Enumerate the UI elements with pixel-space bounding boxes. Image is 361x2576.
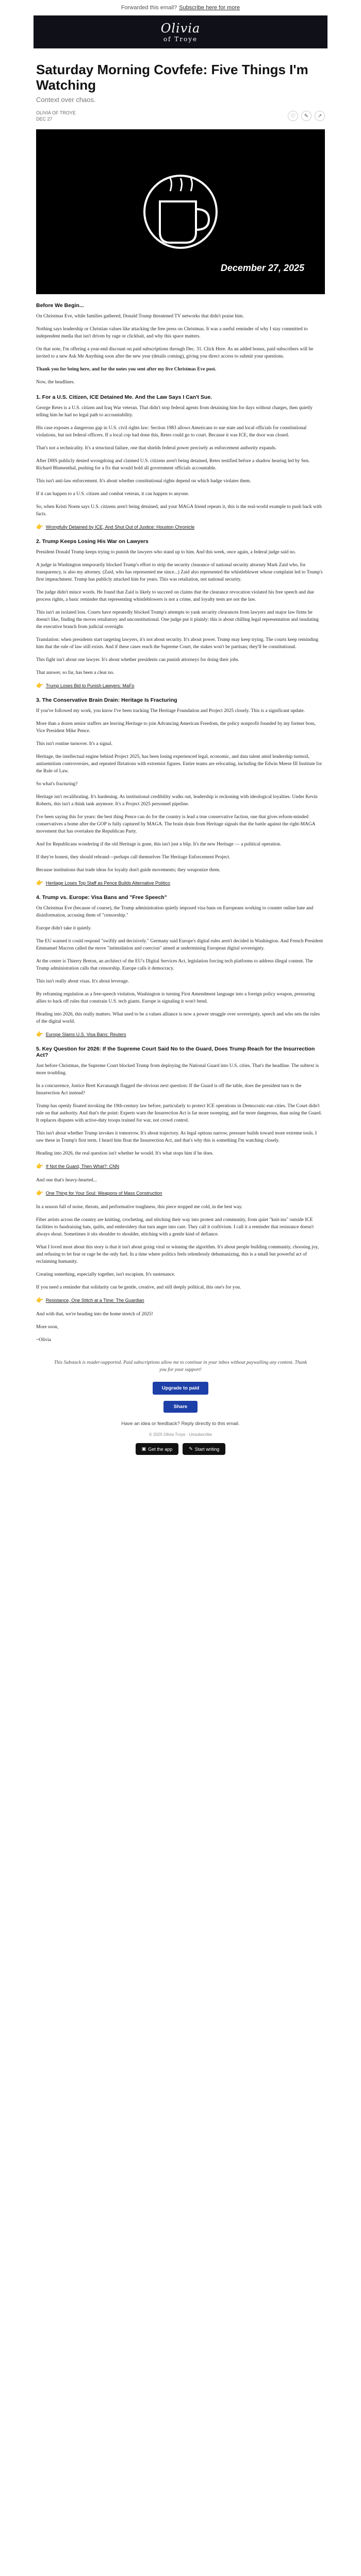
paragraph: If they're honest, they should rebrand—perhaps call themselves The Heritage Enforcement Project. xyxy=(36,855,231,860)
paragraph: On Christmas Eve (because of course), the Trump administration quietly imposed visa bans on Europeans working to counter online hate and disinformation, accusing them of "censorship." xyxy=(36,906,314,918)
paragraph: This isn't anti-law enforcement. It's about whether constitutional rights depend on which badge violates them. xyxy=(36,479,251,484)
pointing-hand-icon: 👉 xyxy=(36,524,43,530)
paragraph: In a season full of noise, threats, and performative toughness, this piece stopped me cold, in the best way. xyxy=(36,1205,243,1210)
paragraph: In a concurrence, Justice Brett Kavanaugh flagged the obvious next question: If the Guard is off the table, does the president turn to the Insurrection Act instead? xyxy=(36,1083,302,1096)
source-link-text[interactable]: Resistance, One Stitch at a Time: The Guardian xyxy=(45,1297,144,1303)
paragraph: This isn't about whether Trump invokes it tomorrow. It's about trajectory. As legal options narrow, pressure builds toward more extreme tools. I saw these in Trump's first term. I heard him float the Insurrection Act, and that's why this is something I'm watching closely. xyxy=(36,1131,317,1143)
share-icon[interactable]: ↗ xyxy=(315,111,325,121)
post-date: DEC 27 xyxy=(36,116,53,122)
publication-banner[interactable] xyxy=(34,15,327,48)
source-link[interactable] xyxy=(36,1190,325,1196)
paragraph: So, when Kristi Noem says U.S. citizens aren't being detained, and your MAGA friend repeats it, this is the real-world example to push back with facts. xyxy=(36,504,322,517)
reader-support-note: This Substack is reader-supported. Paid subscriptions allow me to continue in your inbox without paywalling any content. Thank you for your support! xyxy=(54,1360,307,1372)
paragraph: Trump has openly floated invoking the 19th-century law before, particularly to protect ICE operations in Democratic-run cities. The Court didn't rule on that authority. And that's the point: Experts warn the Insurrection Act is far more sweeping, and far more dangerous, than using the Guard. It replaces disputes with active-duty troops trained for war, not crowd control. xyxy=(36,1104,322,1123)
paragraph: Heading into 2026, the real question isn't whether he would. It's what stops him if he does. xyxy=(36,1151,214,1156)
upgrade-button[interactable]: Upgrade to paid xyxy=(153,1382,208,1395)
paragraph: This isn't really about visas. It's about leverage. xyxy=(36,979,129,984)
pointing-hand-icon: 👉 xyxy=(36,1163,43,1170)
source-link-text[interactable]: Europe Slams U.S. Visa Bans: Reuters xyxy=(45,1031,126,1037)
paragraph: President Donald Trump keeps trying to punish the lawyers who stand up to him. And this week, once again, a federal judge said no. xyxy=(36,550,296,555)
section-heading: 3. The Conservative Brain Drain: Heritage Is Fracturing xyxy=(36,697,177,703)
source-link[interactable] xyxy=(36,682,325,689)
feedback-line: Have an idea or feedback? Reply directly to this email. xyxy=(121,1421,240,1427)
paragraph: If you need a reminder that solidarity can be gentle, creative, and still deeply political, this one's for you. xyxy=(36,1285,241,1290)
paragraph: George Retes is a U.S. citizen and Iraq War veteran. That didn't stop federal agents from detaining him for days without charges, then quietly telling him he had no legal path to accountability. xyxy=(36,405,313,418)
paragraph: And one that's heavy-hearted... xyxy=(36,1178,97,1183)
paragraph: After DHS publicly denied wrongdoing and claimed U.S. citizens aren't being detained, Retes testified before a shadow hearing led by Sen. Richard Blumenthal, pushing for a fix that would hold all government officials accountable. xyxy=(36,459,310,471)
coffee-cup-illustration xyxy=(129,160,232,263)
paragraph: Fiber artists across the country are knitting, crocheting, and stitching their way into protest and community, from quiet "knit-ins" outside ICE facilities to fundraising hats, quilts, and embroidery that turn anger into care. They call it craftivism. I call it a reminder that resistance doesn't always shout. Sometimes it sits shoulder to shoulder, stitching with a gentle kind of defiance. xyxy=(36,1217,314,1237)
forward-bar xyxy=(0,0,361,15)
post-title[interactable]: Saturday Morning Covfefe: Five Things I'm Watching xyxy=(36,62,308,93)
pointing-hand-icon: 👉 xyxy=(36,1190,43,1196)
section-heading: 5. Key Question for 2026: If the Supreme Court Said No to the Guard, Does Trump Reach for the Insurrection Act? xyxy=(36,1046,315,1058)
publication-logo: Olivia of Troye xyxy=(160,21,201,43)
paragraph: Heritage, the intellectual engine behind Project 2025, has been losing experienced legal, economic, and data talent amid leadership turmoil, antisemitism controversies, and repeated flirtations with extremist figures. Entire teams are relocating, including the Edwin Meese III Institute for the Rule of Law. xyxy=(36,754,322,774)
pointing-hand-icon: 👉 xyxy=(36,1031,43,1038)
paragraph: His case exposes a dangerous gap in U.S. civil rights law: Section 1983 allows Americans to sue state and local officials for constitutional violations, but not federal officers. If a local cop had done this, Retes could go to court. Because it was ICE, the door was closed. xyxy=(36,426,307,438)
paragraph: So what's fracturing? xyxy=(36,782,78,787)
source-link[interactable] xyxy=(36,1297,325,1303)
paragraph: That's not a technicality. It's a structural failure, one that shields federal power precisely as enforcement authority expands. xyxy=(36,446,277,451)
paragraph: Translation: when presidents start targeting lawyers, it's not about security. It's about power. Trump may keep trying. The courts keep reminding him that the rule of law still exists. And if these cases reach the Supreme Court, the stakes won't be partisan; they'll be constitutional. xyxy=(36,637,319,650)
paragraph: Just before Christmas, the Supreme Court blocked Trump from deploying the National Guard into U.S. cities. That's the headline. The subtext is more troubling. xyxy=(36,1063,319,1076)
pointing-hand-icon: 👉 xyxy=(36,1297,43,1303)
start-writing-button[interactable]: ✎ Start writing xyxy=(183,1443,225,1455)
hero-date: December 27, 2025 xyxy=(220,263,304,273)
paragraph: Nothing says leadership or Christian values like attacking the free press on Christmas. It was a useful reminder of why I stay committed to independent media that isn't driven by rage or clickbait, and why this space matters. xyxy=(36,327,308,339)
paragraph: This isn't an isolated loss. Courts have repeatedly blocked Trump's attempts to yank security clearances from lawyers and major law firms he doesn't like, finding the moves retaliatory and unconstitutional. One judge put it plainly: this is about chilling legal representation and insulating the executive branch from judicial oversight. xyxy=(36,610,319,630)
paragraph: If you've followed my work, you know I've been tracking The Heritage Foundation and Project 2025 closely. This is a significant update. xyxy=(36,708,305,714)
paragraph: On Christmas Eve, while families gathered, Donald Trump threatened TV networks that didn't praise him. xyxy=(36,314,244,319)
forward-text: Forwarded this email? xyxy=(121,5,177,11)
footer-legal[interactable]: © 2025 Olivia Troye · Unsubscribe xyxy=(149,1432,212,1437)
paragraph: A judge in Washington temporarily blocked Trump's effort to strip the security clearance of national security attorney Mark Zaid who, for transparency, is also my attorney. (Zaid, who has represented me since...) Zaid also represented the whistleblower whose complaint led to Trump's first impeachment. Trump has publicly attacked him for years. This was retaliation, not national security. xyxy=(36,563,323,582)
source-link[interactable] xyxy=(36,523,325,530)
source-link-text[interactable]: If Not the Guard, Then What?: CNN xyxy=(45,1163,120,1169)
source-link[interactable] xyxy=(36,1031,325,1038)
app-icon: ▣ xyxy=(141,1446,146,1451)
section-heading: Before We Begin... xyxy=(36,302,84,309)
paragraph: The EU warned it could respond "swiftly and decisively." Germany said Europe's digital rules aren't decided in Washington. And French President Emmanuel Macron called the move "intimidation and coercion" aimed at undermining European digital sovereignty. xyxy=(36,939,323,951)
paragraph: More than a dozen senior staffers are leaving Heritage to join Advancing American Freedom, the policy nonprofit founded by my former boss, Vice President Mike Pence. xyxy=(36,721,316,734)
paragraph: Heading into 2026, this really matters. What used to be a values alliance is now a power struggle over sovereignty, speech and who sets the rules of the digital world. xyxy=(36,1012,320,1024)
paragraph: Because institutions that trade ideas for loyalty don't guide movements; they weaponize them. xyxy=(36,868,221,873)
paragraph: That answer, so far, has been a clear no. xyxy=(36,670,114,675)
author-name[interactable]: OLIVIA OF TROYE xyxy=(36,110,76,115)
comment-icon[interactable]: ✎ xyxy=(301,111,311,121)
section-heading: 1. For a U.S. Citizen, ICE Detained Me. And the Law Says I Can't Sue. xyxy=(36,394,212,400)
paragraph: This isn't routine turnover. It's a signal. xyxy=(36,741,113,747)
share-button[interactable]: Share xyxy=(163,1401,198,1413)
pointing-hand-icon: 👉 xyxy=(36,683,43,689)
section-heading: 2. Trump Keeps Losing His War on Lawyers xyxy=(36,538,149,545)
paragraph: ~Olivia xyxy=(36,1337,51,1343)
bold-paragraph: Thank you for being here, and for the notes you sent after my live Christmas Eve post. xyxy=(36,367,217,372)
paragraph: And for Republicans wondering if the old Heritage is gone, this isn't just a blip. It's the new Heritage — a political operation. xyxy=(36,842,282,847)
paragraph: More soon, xyxy=(36,1325,59,1330)
post-body xyxy=(36,302,325,1344)
paragraph: Europe didn't take it quietly. xyxy=(36,926,92,931)
source-link-text[interactable]: One Thing for Your Soul: Weapons of Mass Construction xyxy=(45,1190,162,1196)
paragraph: And with that, we're heading into the home stretch of 2025! xyxy=(36,1312,153,1317)
paragraph: By reframing regulation as a free-speech violation, Washington is turning First Amendment language into a foreign policy weapon, pressuring allies to back off rules that constrain U.S. tech giants. Europe is signaling it won't bend. xyxy=(36,992,315,1004)
pointing-hand-icon: 👉 xyxy=(36,880,43,886)
hero-image xyxy=(36,129,325,294)
like-icon[interactable]: ♡ xyxy=(288,111,298,121)
source-link-text[interactable]: Trump Loses Bid to Punish Lawyers: MaFo xyxy=(45,683,135,688)
source-link[interactable] xyxy=(36,1163,325,1170)
paragraph: What I loved most about this story is that it isn't about going viral or winning the algorithm. It's about people building community, choosing joy, and refusing to let fear or rage be the only fuel. In a time where politics feels relentlessly dehumanizing, this is a small but powerful act of reclaiming humanity. xyxy=(36,1245,319,1264)
subscribe-link[interactable]: Subscribe here for more xyxy=(179,5,240,11)
paragraph: I've been saying this for years: the best thing Pence can do for the country is lead a true conservative faction, one that gives reform-minded conservatives a home after the GOP is fully captured by MAGA. The brain drain from Heritage signals that the battle against the right-MAGA movement that has overtaken the Republican Party. xyxy=(36,815,316,834)
paragraph: Creating something, especially together, isn't escapism. It's sustenance. xyxy=(36,1272,175,1277)
source-link-text[interactable]: Heritage Loses Top Staff as Pence Builds Alternative Politico xyxy=(45,880,171,886)
post-subtitle: Context over chaos. xyxy=(36,96,96,104)
paragraph: If it can happen to a U.S. citizen and combat veteran, it can happen to anyone. xyxy=(36,492,189,497)
source-link[interactable] xyxy=(36,879,325,886)
pen-icon: ✎ xyxy=(189,1446,193,1451)
source-link-text[interactable]: Wrongfully Detained by ICE, And Shut Out of Justice: Houston Chronicle xyxy=(45,524,195,530)
section-heading: 4. Trump vs. Europe: Visa Bans and "Free Speech" xyxy=(36,894,167,901)
get-app-button[interactable]: ▣ Get the app xyxy=(136,1443,179,1455)
byline xyxy=(36,110,325,122)
paragraph: Now, the headlines. xyxy=(36,380,75,385)
paragraph: This fight isn't about one lawyer. It's about whether presidents can punish attorneys for doing their jobs. xyxy=(36,657,239,663)
paragraph: At the center is Thierry Breton, an architect of the EU's Digital Services Act, legislation forcing tech platforms to address illegal content. The Trump administration calls that censorship. Europe calls it democracy. xyxy=(36,959,313,971)
paragraph: Heritage isn't recalibrating. It's hardening. As institutional credibility walks out, leadership is reckoning with ideological loyalties. Under Kevin Roberts, this isn't a think tank anymore. It's a Project 2025 personnel pipeline. xyxy=(36,794,318,807)
paragraph: On that note, I'm offering a year-end discount on paid subscriptions through Dec. 31. Click Here. As an added bonus, paid subscribers will be invited to a new Ask Me Anything soon after the new year (details coming), giving you direct access to submit your questions. xyxy=(36,347,314,359)
paragraph: The judge didn't mince words. He found that Zaid is likely to succeed on claims that the clearance revocation violated his free speech and due process rights, a basic reminder that representing whistleblowers is not a crime, and loyalty tests are not the law. xyxy=(36,590,315,602)
